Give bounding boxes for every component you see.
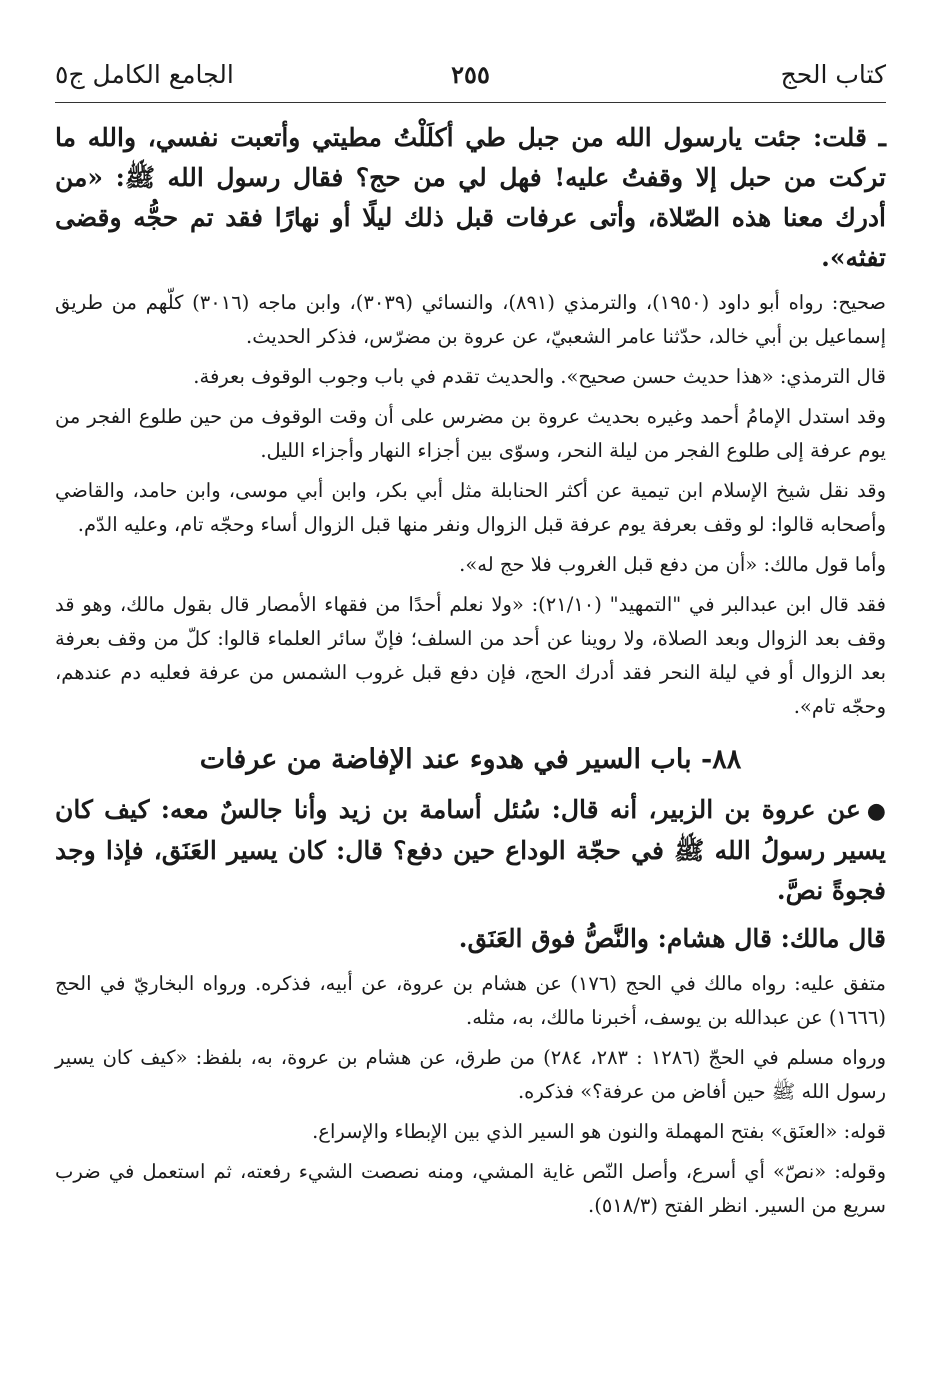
hadith-text: قال مالك: قال هشام: والنَّصُّ فوق العَنَق.	[458, 924, 886, 953]
page-header	[55, 60, 886, 100]
takhrij-note: ورواه مسلم في الحجّ (١٢٨٦ : ٢٨٣، ٢٨٤) من طرق، عن هشام بن عروة، به، بلفظ: «كيف كان يسير رسول الله ﷺ حين أفاض من عرفة؟» فذكره.	[55, 1046, 886, 1103]
page-number: ٢٥٥	[451, 60, 490, 89]
hadith-text	[55, 790, 886, 911]
takhrij-note: متفق عليه: رواه مالك في الحج (١٧٦) عن هشام بن عروة، عن أبيه، فذكره. ورواه البخاريّ في الحج (١٦٦٦) عن عبدالله بن يوسف، أخبرنا مالك، به، مثله.	[55, 972, 886, 1029]
gloss-note: قوله: «العنَق» بفتح المهملة والنون هو السير الذي بين الإبطاء والإسراع.	[312, 1120, 886, 1143]
commentary-paragraph: فقد قال ابن عبدالبر في "التمهيد" (٢١/١٠): «ولا نعلم أحدًا من فقهاء الأمصار قال بقول مالك، وهو قد وقف بعد الزوال وبعد الصلاة، ولا روينا عن أحد من السلف؛ فإنّ سائر العلماء قالوا: كلّ من وقف بعرفة بعد الزوال أو في ليلة النحر فقد أدرك الحج، فإن دفع قبل غروب الشمس من عرفة فعليه دم عندهم، وحجّه تام».	[55, 593, 886, 718]
commentary-paragraph: وأما قول مالك: «أن من دفع قبل الغروب فلا حج له».	[459, 553, 886, 576]
gloss-note: وقوله: «نصّ» أي أسرع، وأصل النّص غاية المشي، ومنه نصصت الشيء رفعته، ثم استعمل في ضرب سريع من السير. انظر الفتح (٥١٨/٣).	[55, 1160, 886, 1217]
takhrij-note: صحيح: رواه أبو داود (١٩٥٠)، والترمذي (٨٩١)، والنسائي (٣٠٣٩)، وابن ماجه (٣٠١٦) كلّهم من طريق إسماعيل بن أبي خالد، حدّثنا عامر الشعبيّ، عن عروة بن مضرّس، فذكر الحديث.	[55, 291, 886, 348]
page-body	[55, 118, 886, 1229]
hadith-text: ـ قلت: جئت يارسول الله من جبل طي أكلَلْتُ مطيتي وأتعبت نفسي، والله ما تركت من حبل إلا وقفتُ عليه! فهل لي من حج؟ فقال رسول الله ﷺ: «من أدرك معنا هذه الصّلاة، وأتى عرفات قبل ذلك ليلًا أو نهارًا فقد تم حجُّه وقضى تفثه».	[55, 123, 886, 272]
running-title: الجامع الكامل ج٥	[55, 60, 234, 89]
tirmidhi-note: قال الترمذي: «هذا حديث حسن صحيح». والحديث تقدم في باب وجوب الوقوف بعرفة.	[193, 365, 886, 388]
commentary-paragraph: وقد نقل شيخ الإسلام ابن تيمية عن أكثر الحنابلة مثل أبي بكر، وابن أبي موسى، وابن حامد، والقاضي وأصحابه قالوا: لو وقف بعرفة يوم عرفة قبل الزوال ونفر منها قبل الزوال أساء وحجّه تام، وعليه الدّم.	[55, 479, 886, 536]
header-rule	[55, 102, 886, 103]
bullet-icon: ●	[866, 798, 886, 824]
commentary-paragraph: وقد استدل الإمامُ أحمد وغيره بحديث عروة بن مضرس على أن وقت الوقوف من حين طلوع الفجر من يوم عرفة إلى طلوع الفجر من ليلة النحر، وسوّى بين أجزاء النهار وأجزاء الليل.	[55, 405, 886, 462]
chapter-heading: ٨٨- باب السير في هدوء عند الإفاضة من عرفات	[199, 744, 742, 775]
hadith-body: عن عروة بن الزبير، أنه قال: سُئل أسامة بن زيد وأنا جالسٌ معه: كيف كان يسير رسولُ الله ﷺ في حجّة الوداع حين دفع؟ قال: كان يسير العَنَق، فإذا وجد فجوةً نصَّ.	[55, 795, 886, 905]
book-title: كتاب الحج	[780, 60, 886, 89]
